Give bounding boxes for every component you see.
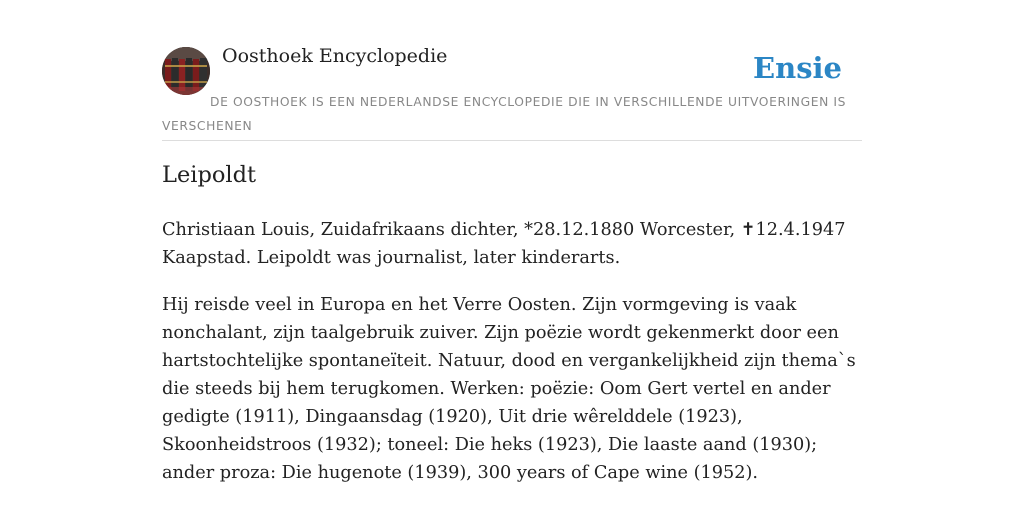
article-paragraph: Hij reisde veel in Europa en het Verre Oosten. Zijn vormgeving is vaak nonchalant, zijn taalgebruik zuiver. Zijn poëzie wordt gekenmerkt door een hartstochtelijke spontaneïteit. Natuur, dood en vergankelijkheid zijn thema`s die steeds bij hem terugkomen. Werken: poëzie: Oom Gert vertel en ander gedigte (1911), Dingaansdag (1920), Uit drie wêrelddele (1923), Skoonheidstroos (1932); toneel: Die heks (1923), Die laaste aand (1930); ander proza: Die hugenote (1939), 300 years of Cape wine (1952). <box>162 295 856 483</box>
source-tagline: DE OOSTHOEK IS EEN NEDERLANDSE ENCYCLOPEDIE DIE IN VERSCHILLENDE UITVOERINGEN IS VERSCHENEN <box>162 95 847 133</box>
source-avatar[interactable] <box>162 47 210 95</box>
article-body <box>162 216 862 506</box>
encyclopedia-books-icon <box>162 47 210 95</box>
page-container <box>162 0 862 483</box>
article-paragraph: Christiaan Louis, Zuidafrikaans dichter, *28.12.1880 Worcester, ✝12.4.1947 Kaapstad. Leipoldt was journalist, later kinderarts. <box>162 220 846 268</box>
ensie-logo-link[interactable]: Ensie <box>753 51 842 85</box>
source-header <box>162 0 862 141</box>
article-title: Leipoldt <box>162 162 257 188</box>
source-title-link[interactable]: Oosthoek Encyclopedie <box>222 45 448 67</box>
